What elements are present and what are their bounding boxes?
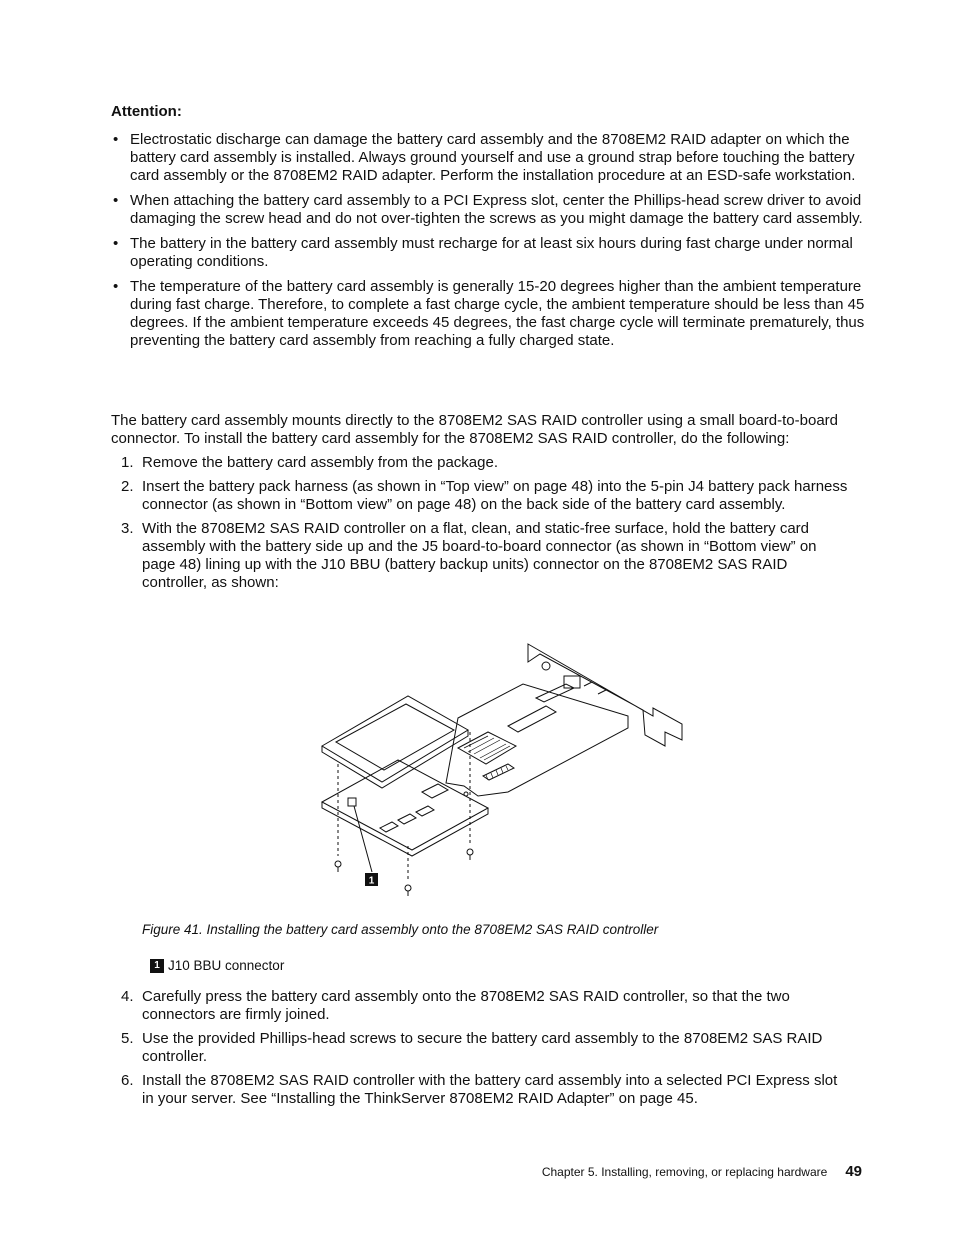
list-item: • The temperature of the battery card assembly is generally 15-20 degrees higher than the ambient temperature during fast charge. Therefore, to complete a fast charge cycle, the ambient temperature should be less than 45 degrees. If the ambient temperature exceeds 45 degrees, the fast charge cycle will terminate prematurely, thus preventing the battery card assembly from reaching a fully charged state. [111,278,871,350]
step-number: 2. [121,478,134,495]
step-item [111,520,851,592]
connector-board [322,760,488,850]
callout-text: J10 BBU connector [168,958,285,973]
intro-paragraph: The battery card assembly mounts directly to the 8708EM2 SAS RAID controller using a small board-to-board connector. To install the battery card assembly for the 8708EM2 SAS RAID controller, do the following: [111,412,839,447]
screw [467,849,473,860]
step-number: 5. [121,1030,134,1047]
step-text: With the 8708EM2 SAS RAID controller on a flat, clean, and static-free surface, hold the battery card assembly with the battery side up and the J5 board-to-board connector (as shown in “Bottom view” on page 48) lining up with the J10 BBU (battery backup units) connector on the 8708EM2 SAS RAID controller, as shown: [142,520,817,591]
battery-card [322,696,468,782]
step-text: Install the 8708EM2 SAS RAID controller with the battery card assembly into a selected PCI Express slot in your server. See “Installing the ThinkServer 8708EM2 RAID Adapter” on page 45. [142,1072,838,1107]
step-number: 6. [121,1072,134,1089]
step-number: 4. [121,988,134,1005]
figure-callout-legend [150,957,284,975]
callout-badge: 1 [150,959,164,973]
steps-list [111,454,851,598]
step-item [111,1072,851,1108]
figure-caption: Figure 41. Installing the battery card assembly onto the 8708EM2 SAS RAID controller [142,922,659,937]
step-text: Insert the battery pack harness (as shown in “Top view” on page 48) into the 5-pin J4 battery pack harness connector (as shown in “Bottom view” on page 48) on the back side of the battery card assembly. [142,478,848,513]
steps-list-continued [111,988,851,1114]
callout-leader [354,806,372,872]
step-item [111,478,851,514]
screw [405,885,411,896]
attention-heading: Attention: [111,103,182,120]
attention-list [111,131,871,357]
list-item: • The battery in the battery card assembly must recharge for at least six hours during fast charge under normal operating conditions. [111,235,871,271]
screw [335,861,341,872]
list-item: • Electrostatic discharge can damage the battery card assembly and the 8708EM2 RAID adapter on which the battery card assembly is installed. Always ground yourself and use a ground strap before touching the battery card assembly or the 8708EM2 RAID adapter. Perform the installation procedure at an ESD-safe workstation. [111,131,871,185]
pci-bracket [528,644,682,746]
page-footer [542,1163,862,1181]
list-item: • When attaching the battery card assembly to a PCI Express slot, center the Phillips-head screw driver to avoid damaging the screw head and do not over-tighten the screws as you might damage the battery card assembly. [111,192,871,228]
step-text: Use the provided Phillips-head screws to secure the battery card assembly to the 8708EM2 SAS RAID controller. [142,1030,823,1065]
step-text: Remove the battery card assembly from the package. [142,454,499,471]
figure-callout-number: 1 [368,875,375,887]
step-text: Carefully press the battery card assembly onto the 8708EM2 SAS RAID controller, so that the two connectors are firmly joined. [142,988,790,1023]
step-item [111,988,851,1024]
step-item [111,1030,851,1066]
installation-figure [318,636,688,898]
footer-chapter: Chapter 5. Installing, removing, or replacing hardware [541,1165,828,1179]
step-item [111,454,851,472]
step-number: 1. [121,454,134,471]
step-number: 3. [121,520,134,537]
page-number: 49 [845,1163,862,1180]
